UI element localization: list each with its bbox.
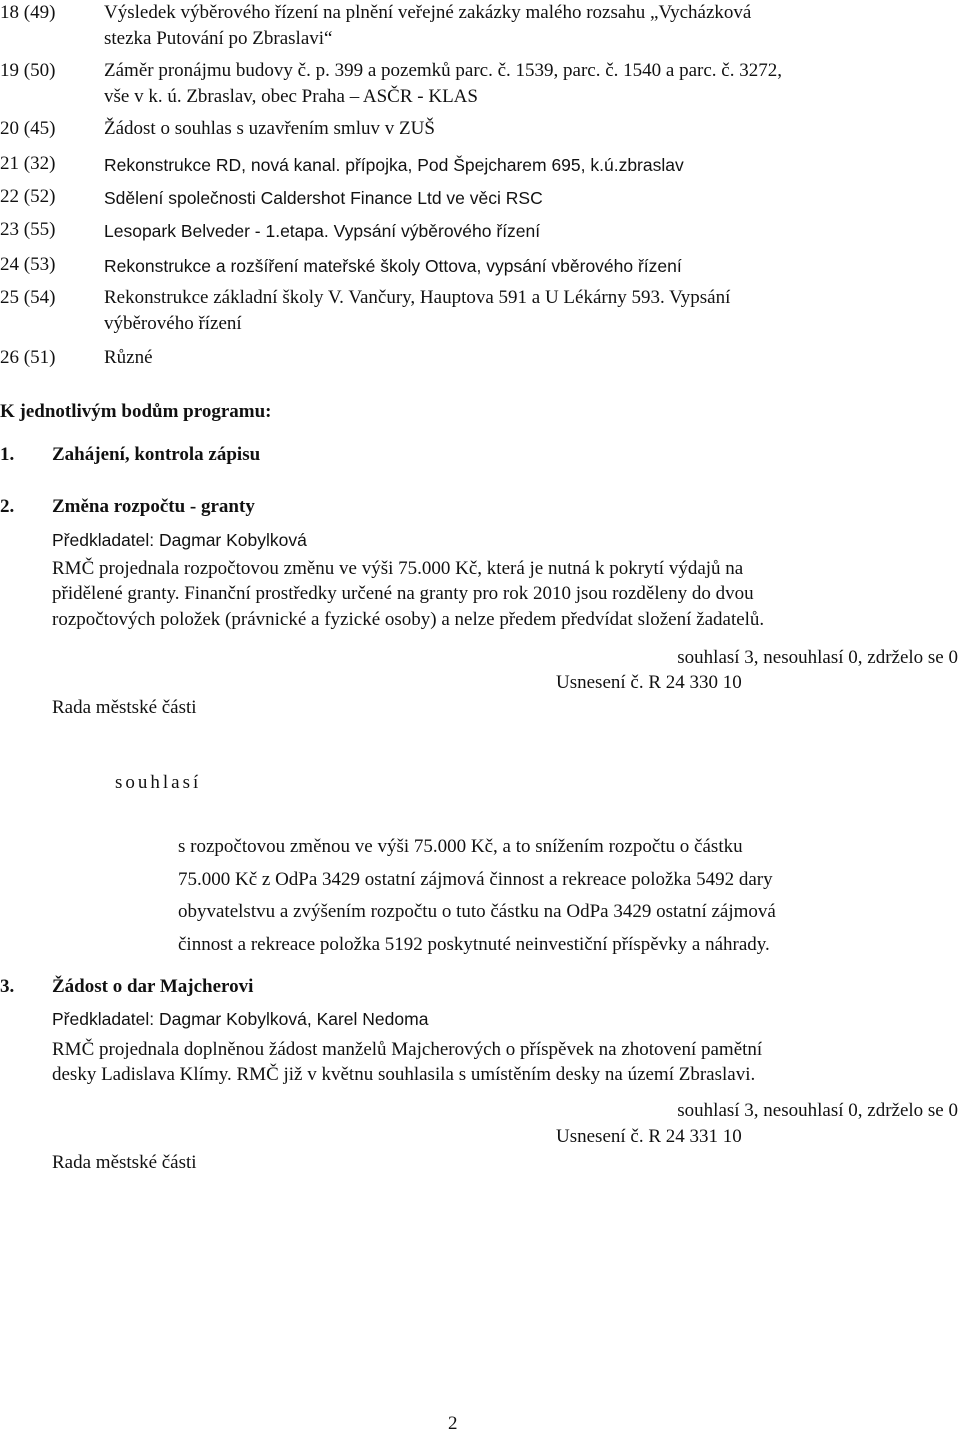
agenda-title-line: Rekonstrukce základní školy V. Vančury, Hauptova 591 a U Lékárny 593. Vypsání: [104, 287, 731, 308]
agenda-item: [0, 58, 960, 110]
item-title: Žádost o dar Majcherovi: [52, 976, 254, 997]
body-line: desky Ladislava Klímy. RMČ již v květnu souhlasila s umístěním desky na území Zbraslavi.: [52, 1064, 756, 1085]
resolution-number: Usnesení č. R 24 331 10: [556, 1126, 742, 1147]
decision-line: obyvatelstvu a zvýšením rozpočtu o tuto částku na OdPa 3429 ostatní zájmová: [178, 901, 776, 922]
agenda-item: [0, 151, 960, 177]
agenda-item: [0, 0, 960, 52]
agenda-title-line: Lesopark Belveder - 1.etapa. Vypsání výběrového řízení: [104, 221, 541, 241]
item-title: Zahájení, kontrola zápisu: [52, 444, 261, 465]
agenda-number: 20 (45): [0, 118, 56, 139]
presenter: Předkladatel: Dagmar Kobylková, Karel Nedoma: [52, 1009, 429, 1029]
agenda-title-line: stezka Putování po Zbraslavi“: [104, 28, 333, 49]
agenda-title-line: Žádost o souhlas s uzavřením smluv v ZUŠ: [104, 118, 435, 139]
presenter: Předkladatel: Dagmar Kobylková: [52, 530, 307, 550]
agenda-title-line: Rekonstrukce RD, nová kanal. přípojka, Pod Špejcharem 695, k.ú.zbraslav: [104, 155, 684, 175]
decision-verb: souhlasí: [115, 772, 202, 793]
item-title: Změna rozpočtu - granty: [52, 496, 255, 517]
decision-line: činnost a rekreace položka 5192 poskytnuté neinvestiční příspěvky a náhrady.: [178, 934, 770, 955]
agenda-number: 21 (32): [0, 153, 56, 174]
agenda-title-line: vše v k. ú. Zbraslav, obec Praha – ASČR - KLAS: [104, 86, 478, 107]
page-number: 2: [448, 1413, 458, 1434]
body-line: rozpočtových položek (právnické a fyzické osoby) a nelze předem předvídat složení žadatelů.: [52, 609, 765, 630]
agenda-title-line: Záměr pronájmu budovy č. p. 399 a pozemků parc. č. 1539, parc. č. 1540 a parc. č. 3272,: [104, 60, 782, 81]
agenda-number: 25 (54): [0, 287, 56, 308]
agenda-number: 26 (51): [0, 347, 56, 368]
agenda-item: [0, 252, 960, 278]
agenda-item: [0, 285, 960, 337]
item-number: 3.: [0, 976, 15, 997]
agenda-item: [0, 116, 960, 142]
agenda-number: 24 (53): [0, 254, 56, 275]
body-line: RMČ projednala doplněnou žádost manželů Majcherových o příspěvek na zhotovení pamětní: [52, 1039, 763, 1060]
item-number: 2.: [0, 496, 15, 517]
council-label: Rada městské části: [52, 1152, 197, 1173]
vote-result: souhlasí 3, nesouhlasí 0, zdrželo se 0: [677, 647, 958, 668]
decision-line: s rozpočtovou změnou ve výši 75.000 Kč, a to snížením rozpočtu o částku: [178, 836, 743, 857]
agenda-title-line: Rekonstrukce a rozšíření mateřské školy Ottova, vypsání vběrového řízení: [104, 256, 682, 276]
agenda-title-line: Sdělení společnosti Caldershot Finance Ltd ve věci RSC: [104, 188, 543, 208]
agenda-title-line: Různé: [104, 347, 153, 368]
agenda-item: [0, 184, 960, 210]
resolution-number: Usnesení č. R 24 330 10: [556, 672, 742, 693]
agenda-number: 19 (50): [0, 60, 56, 81]
agenda-item: [0, 217, 960, 243]
section-heading: K jednotlivým bodům programu:: [0, 401, 272, 422]
agenda-number: 22 (52): [0, 186, 56, 207]
body-line: RMČ projednala rozpočtovou změnu ve výši 75.000 Kč, která je nutná k pokrytí výdajů na: [52, 558, 744, 579]
vote-result: souhlasí 3, nesouhlasí 0, zdrželo se 0: [677, 1100, 958, 1121]
agenda-number: 18 (49): [0, 2, 56, 23]
agenda-title-line: Výsledek výběrového řízení na plnění veřejné zakázky malého rozsahu „Vycházková: [104, 2, 752, 23]
agenda-title-line: výběrového řízení: [104, 313, 242, 334]
item-number: 1.: [0, 444, 15, 465]
agenda-item: [0, 345, 960, 371]
body-line: přidělené granty. Finanční prostředky určené na granty pro rok 2010 jsou rozděleny do dvou: [52, 583, 754, 604]
decision-line: 75.000 Kč z OdPa 3429 ostatní zájmová činnost a rekreace položka 5492 dary: [178, 869, 773, 890]
council-label: Rada městské části: [52, 697, 197, 718]
agenda-number: 23 (55): [0, 219, 56, 240]
